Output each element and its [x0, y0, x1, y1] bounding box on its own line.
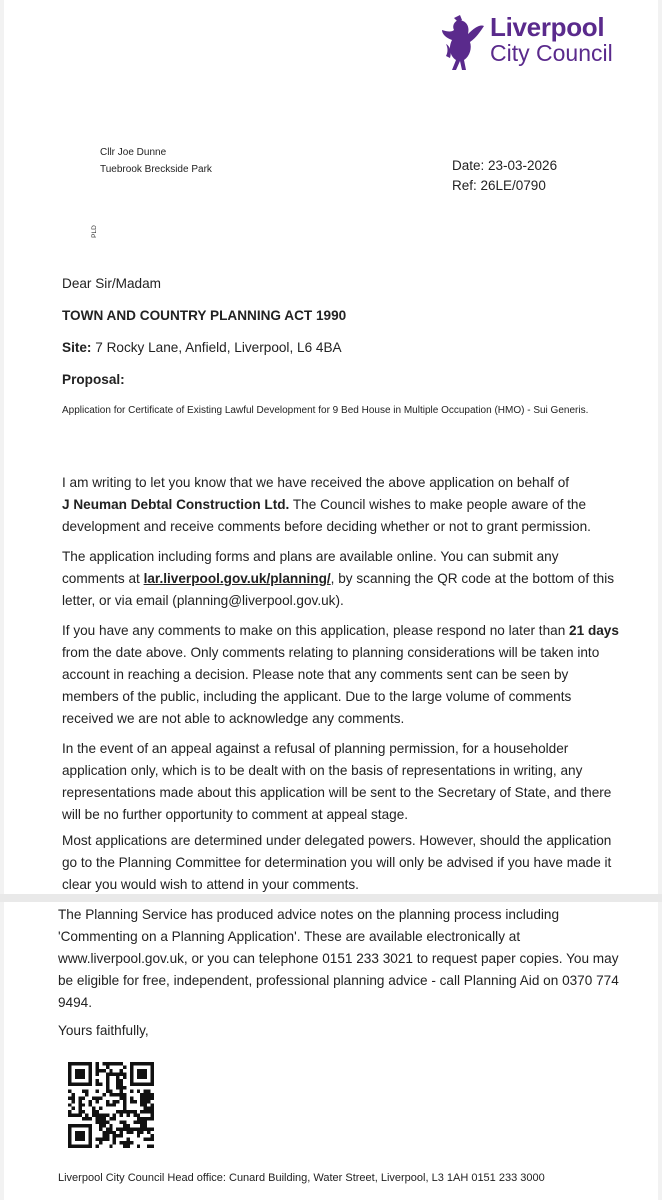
footer-address: Liverpool City Council Head office: Cunard Building, Water Street, Liverpool, L3 1AH 0151 233 3000	[58, 1172, 545, 1184]
site-line	[62, 337, 622, 359]
applicant-name: J Neuman Debtal Construction Ltd.	[62, 497, 290, 512]
paragraph-receipt	[62, 472, 624, 538]
qr-code-icon[interactable]	[68, 1062, 154, 1148]
paragraph-online-a: The application including forms and plans are available online. You can submit any comments at	[62, 549, 559, 586]
recipient-name: Cllr Joe Dunne	[100, 147, 167, 158]
side-code: PLD	[90, 225, 98, 238]
greeting: Dear Sir/Madam	[62, 276, 161, 291]
deadline-days: 21 days	[569, 623, 619, 638]
paragraph-deadline-b: from the date above. Only comments relating to planning considerations will be taken into account in reaching a decision. Please note that any comments sent can be seen by members of the public, including the applicant. Due to the large volume of comments received we are not able to acknowledge any comments.	[62, 645, 600, 726]
paragraph-receipt-a: I am writing to let you know that we have received the above application on behalf of	[62, 475, 570, 490]
proposal-label: Proposal:	[62, 372, 125, 387]
proposal-text: Application for Certificate of Existing Lawful Development for 9 Bed House in Multiple Occupation (HMO) - Sui Generis.	[62, 405, 589, 416]
recipient-ward: Tuebrook Breckside Park	[100, 164, 212, 175]
paragraph-deadline	[62, 620, 624, 730]
page-separator	[0, 894, 662, 902]
logo-line-2: City Council	[490, 40, 613, 67]
letter-meta	[452, 156, 557, 196]
planning-link[interactable]: lar.liverpool.gov.uk/planning/	[143, 571, 331, 586]
paragraph-receipt-b: The Council wishes to make people aware of the development and receive comments before deciding whether or not to grant permission.	[62, 497, 591, 534]
paragraph-online-b: , by scanning the QR code at the bottom of this letter, or via email (planning@liverpool.gov.uk).	[62, 571, 615, 608]
letter-page-1	[4, 0, 658, 894]
paragraph-online	[62, 546, 624, 612]
paragraph-appeal: In the event of an appeal against a refusal of planning permission, for a householder application only, which is to be dealt with on the basis of representations in writing, any representations made about this application will be sent to the Secretary of State, and there will be no further opportunity to comment at appeal stage.	[62, 741, 612, 822]
site-label: Site:	[62, 340, 92, 355]
paragraph-deadline-a: If you have any comments to make on this application, please respond no later than	[62, 623, 570, 638]
paragraph-advice: The Planning Service has produced advice notes on the planning process including 'Commenting on a Planning Application'. These are available electronically at www.liverpool.gov.uk, or you can telephone 0151 233 3021 to request paper copies. You may be eligible for free, independent, professional planning advice - call Planning Aid on 0370 774 9494.	[58, 907, 619, 1010]
site-value: 7 Rocky Lane, Anfield, Liverpool, L6 4BA	[91, 340, 342, 355]
act-heading: TOWN AND COUNTRY PLANNING ACT 1990	[62, 308, 347, 323]
paragraph-delegated: Most applications are determined under delegated powers. However, should the application go to the Planning Committee for determination you will only be advised if you have made it clear you would wish to attend in your comments.	[62, 833, 612, 892]
recipient-address	[100, 144, 212, 178]
signoff: Yours faithfully,	[58, 1023, 149, 1038]
letter-ref: Ref: 26LE/0790	[452, 178, 546, 193]
letter-date: Date: 23-03-2026	[452, 158, 558, 173]
council-logo	[440, 14, 613, 76]
liver-bird-icon	[440, 14, 486, 76]
logo-line-1: Liverpool	[490, 12, 605, 42]
